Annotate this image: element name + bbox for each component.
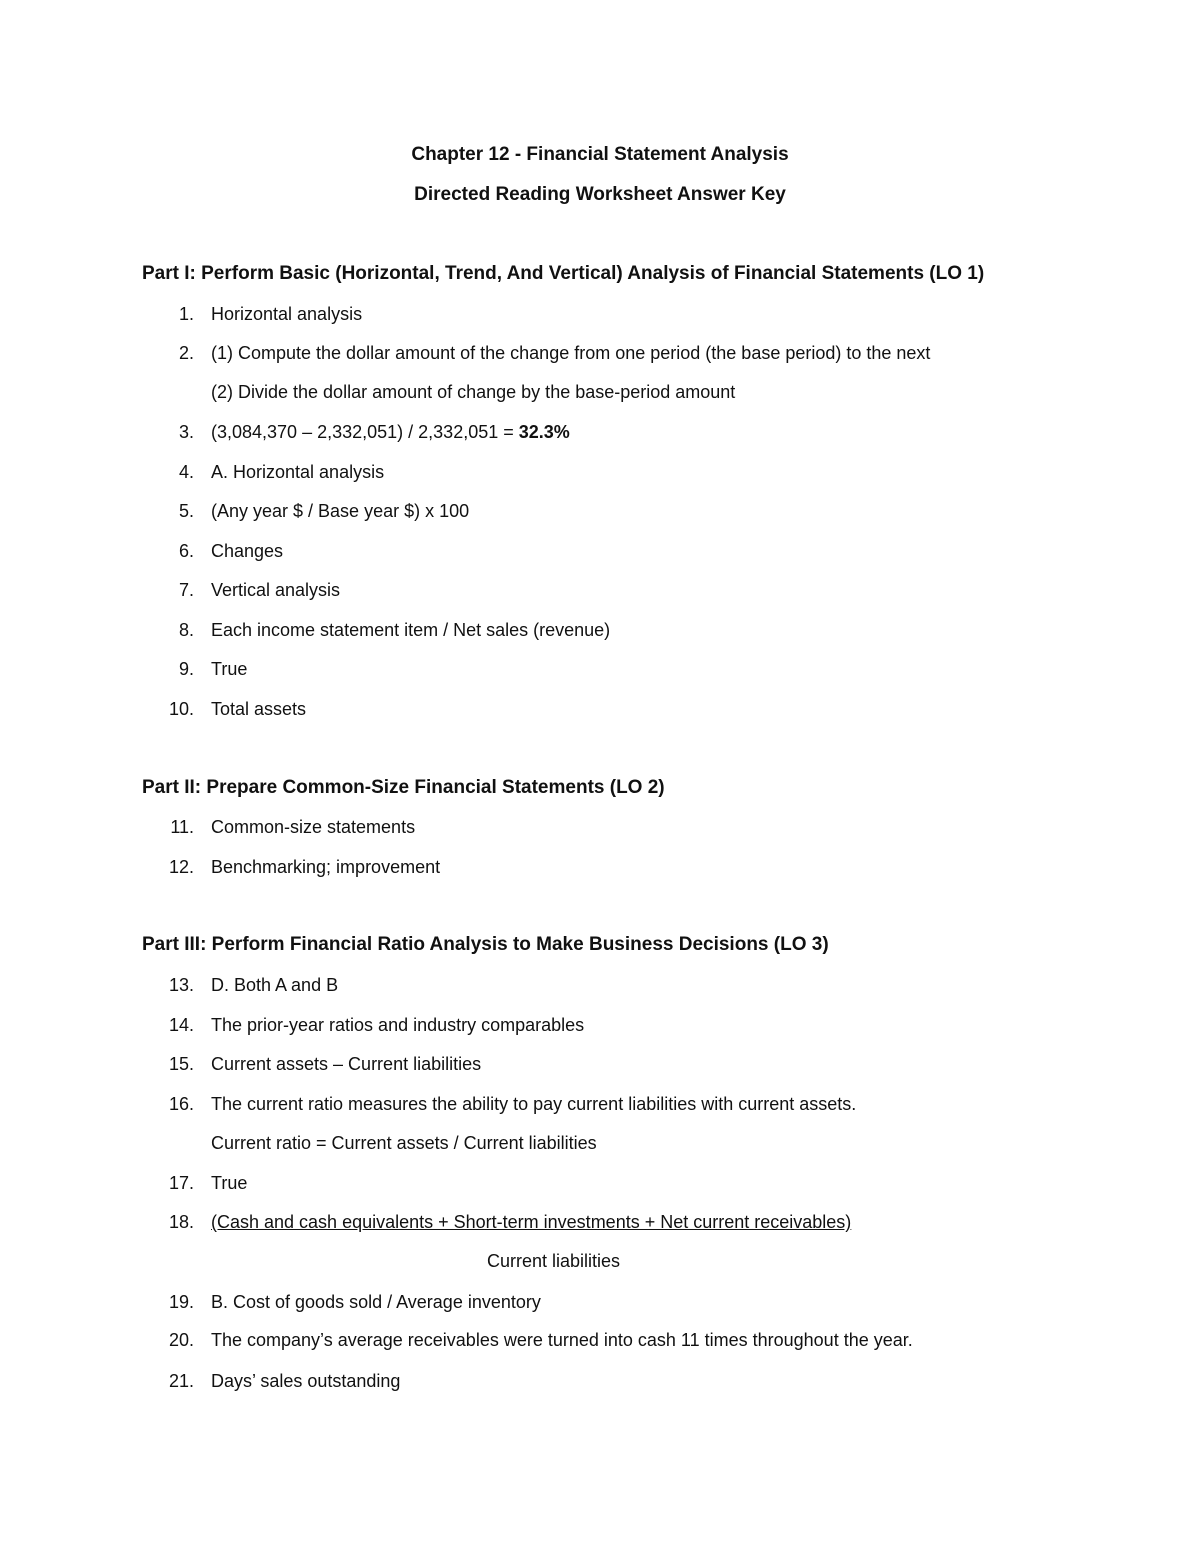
item-number: 6.: [178, 541, 194, 561]
item-result: 32.3%: [518, 422, 570, 442]
item-number: 1.: [178, 304, 194, 324]
item-text: The prior-year ratios and industry comparables: [211, 1015, 585, 1035]
item-number: 12.: [168, 857, 194, 877]
item-number: 4.: [178, 462, 194, 482]
item-number: 5.: [178, 501, 194, 521]
item-text: Total assets: [211, 699, 307, 719]
item-number: 9.: [178, 659, 194, 679]
item-formula: (3,084,370 – 2,332,051) / 2,332,051 =: [211, 422, 519, 442]
item-number: 18.: [168, 1212, 194, 1232]
item-text: Each income statement item / Net sales (revenue): [211, 620, 611, 640]
item-numerator: (Cash and cash equivalents + Short-term investments + Net current receivables): [211, 1212, 852, 1232]
item-number: 19.: [168, 1292, 194, 1312]
item-number: 11.: [170, 817, 194, 837]
item-number: 16.: [168, 1094, 194, 1114]
document-title: Chapter 12 - Financial Statement Analysis: [411, 144, 789, 165]
answer-item-2-continuation: (2) Divide the dollar amount of change by the base-period amount: [211, 382, 736, 402]
item-text: D. Both A and B: [211, 975, 339, 995]
item-number: 21.: [168, 1371, 194, 1391]
item-text: (Any year $ / Base year $) x 100: [211, 501, 470, 521]
item-text: True: [211, 1173, 248, 1193]
part-1-heading: Part I: Perform Basic (Horizontal, Trend, And Vertical) Analysis of Financial Statements (LO 1): [142, 263, 985, 284]
item-text: Common-size statements: [211, 817, 416, 837]
item-number: 10.: [168, 699, 194, 719]
part-3-heading: Part III: Perform Financial Ratio Analysis to Make Business Decisions (LO 3): [142, 934, 829, 955]
item-text: The current ratio measures the ability to pay current liabilities with current assets.: [211, 1094, 857, 1114]
item-text: (1) Compute the dollar amount of the change from one period (the base period) to the next: [211, 343, 931, 363]
item-text: Current assets – Current liabilities: [211, 1054, 482, 1074]
part-2-heading: Part II: Prepare Common-Size Financial Statements (LO 2): [142, 777, 665, 798]
item-text: True: [211, 659, 248, 679]
item-number: 15.: [168, 1054, 194, 1074]
item-text: Vertical analysis: [211, 580, 341, 600]
item-number: 7.: [178, 580, 194, 600]
answer-item-16-continuation: Current ratio = Current assets / Current liabilities: [211, 1133, 597, 1153]
item-number: 17.: [168, 1173, 194, 1193]
item-text: Benchmarking; improvement: [211, 857, 441, 877]
item-text: [211, 420, 570, 444]
item-text: B. Cost of goods sold / Average inventory: [211, 1292, 541, 1312]
item-number: 20.: [168, 1330, 194, 1350]
item-number: 8.: [178, 620, 194, 640]
item-text: Changes: [211, 541, 284, 561]
item-number: 14.: [168, 1015, 194, 1035]
item-number: 2.: [178, 343, 194, 363]
item-text: Days’ sales outstanding: [211, 1371, 401, 1391]
answer-item-18-denominator: Current liabilities: [487, 1251, 621, 1271]
item-number: 13.: [168, 975, 194, 995]
item-text: Horizontal analysis: [211, 304, 363, 324]
item-text: A. Horizontal analysis: [211, 462, 385, 482]
item-text: The company’s average receivables were turned into cash 11 times throughout the year.: [211, 1330, 913, 1350]
item-number: 3.: [178, 422, 194, 442]
document-subtitle: Directed Reading Worksheet Answer Key: [414, 184, 786, 205]
